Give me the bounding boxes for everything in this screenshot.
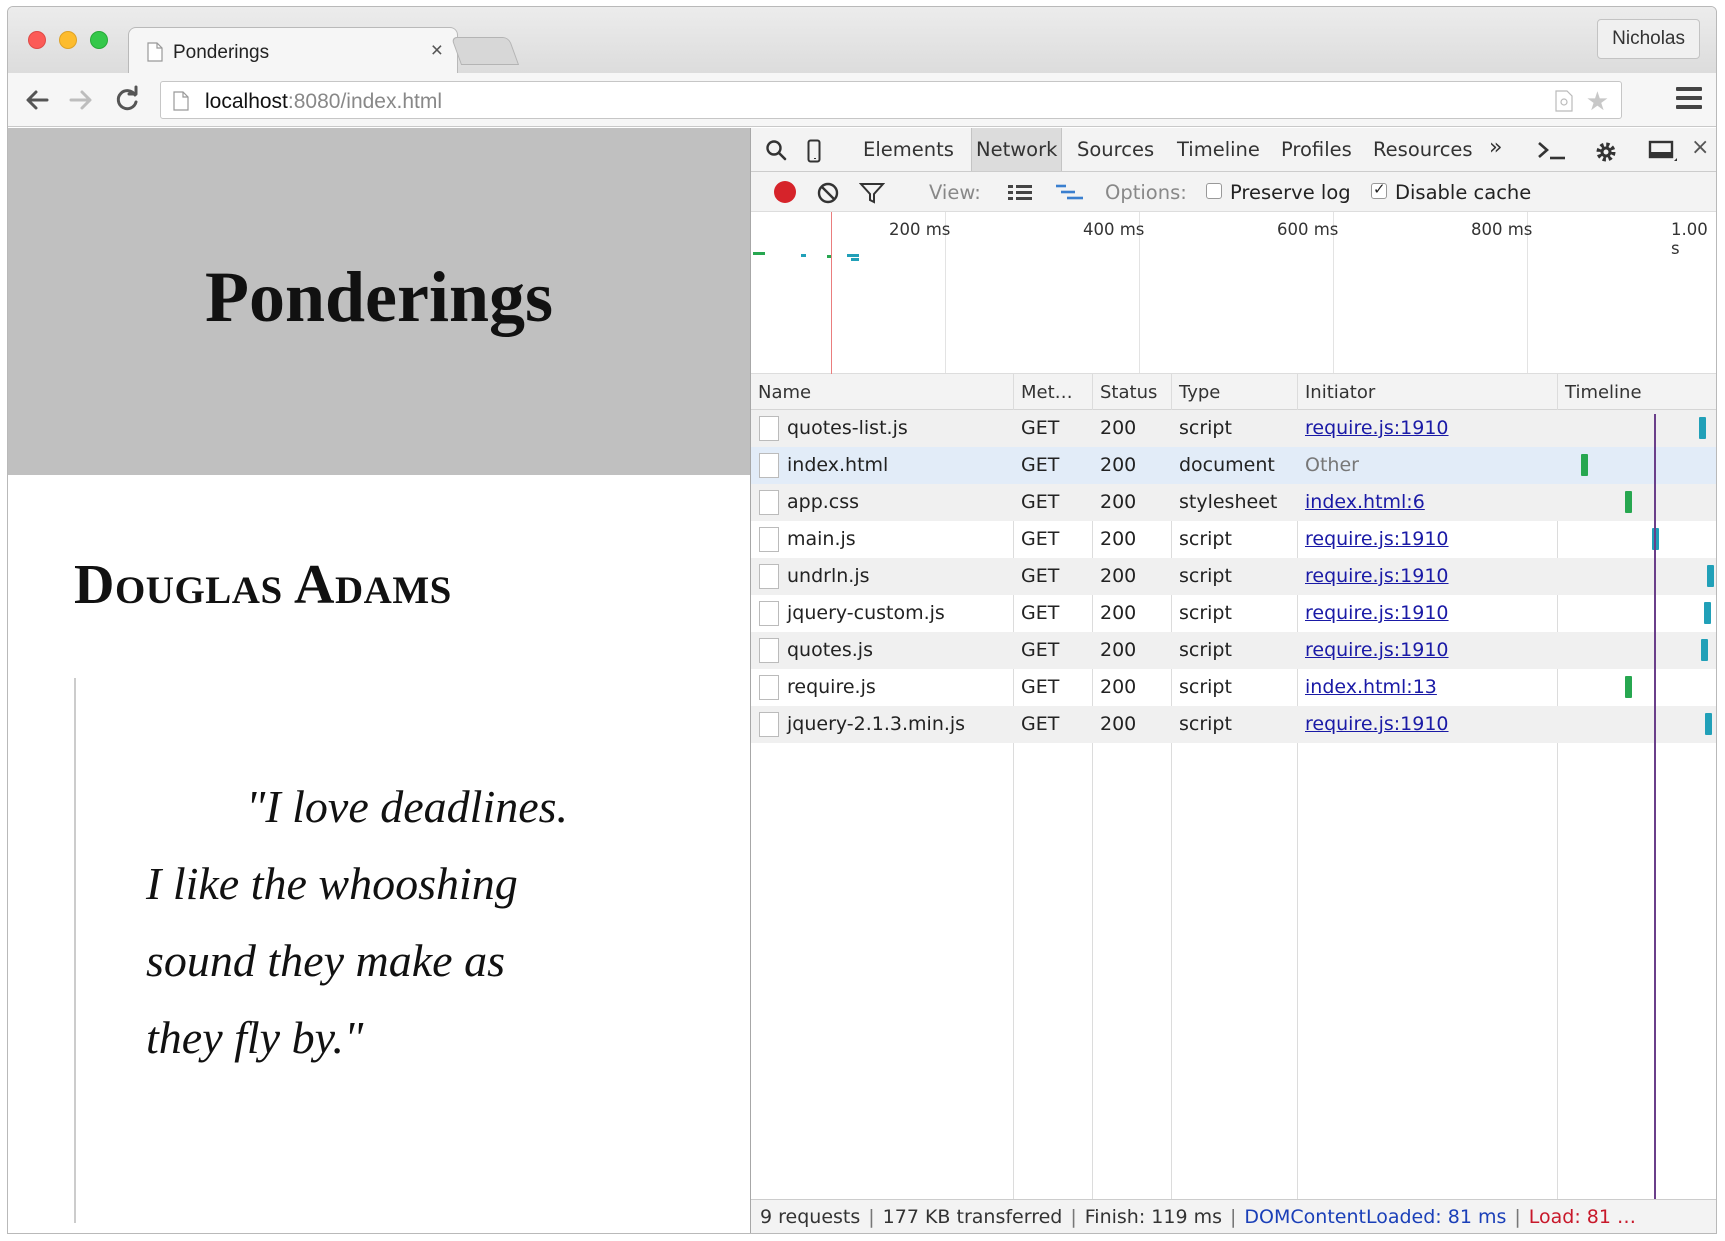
file-icon [759, 416, 779, 441]
file-icon [759, 453, 779, 478]
large-rows-icon[interactable] [1007, 184, 1033, 202]
view-label: View: [929, 181, 981, 204]
request-method: GET [1021, 417, 1060, 439]
table-row[interactable] [751, 558, 1717, 595]
title-bar [8, 7, 1716, 73]
overview-tick: 600 ms [1277, 220, 1339, 239]
file-icon [759, 638, 779, 663]
request-initiator[interactable]: index.html:6 [1305, 491, 1425, 513]
network-controls [751, 172, 1717, 212]
devtools-panel [750, 128, 1717, 1234]
load-event-marker [1654, 414, 1656, 1229]
request-initiator[interactable]: index.html:13 [1305, 676, 1437, 698]
overview-tick: 1.00 s [1671, 220, 1708, 258]
request-type: script [1179, 528, 1232, 550]
request-name: require.js [787, 676, 876, 698]
table-row[interactable] [751, 706, 1717, 743]
column-header-status[interactable]: Status [1100, 382, 1158, 403]
tab-title: Ponderings [173, 42, 270, 63]
request-name: main.js [787, 528, 856, 550]
timeline-bar [1581, 454, 1588, 476]
browser-tab[interactable] [128, 27, 458, 73]
request-initiator[interactable]: require.js:1910 [1305, 602, 1449, 624]
more-tabs-button[interactable]: » [1489, 135, 1503, 160]
request-initiator[interactable]: require.js:1910 [1305, 639, 1449, 661]
column-header-type[interactable]: Type [1179, 382, 1221, 403]
request-name: jquery-custom.js [787, 602, 945, 624]
finish-time: Finish: 119 ms [1084, 1206, 1223, 1228]
back-arrow-icon[interactable] [22, 85, 52, 115]
page-action-icon[interactable] [1555, 90, 1573, 112]
minimize-window-button[interactable] [59, 31, 77, 49]
overview-tick: 800 ms [1471, 220, 1533, 239]
clear-icon[interactable] [816, 181, 840, 205]
zoom-window-button[interactable] [90, 31, 108, 49]
tab-elements[interactable]: Elements [863, 138, 954, 161]
network-overview[interactable] [751, 212, 1717, 374]
overview-bar [851, 258, 859, 261]
request-type: script [1179, 676, 1232, 698]
file-icon [759, 675, 779, 700]
quote-border [74, 678, 76, 1223]
request-initiator: Other [1305, 454, 1359, 476]
request-status: 200 [1100, 602, 1137, 624]
page-header-banner [8, 128, 750, 475]
request-type: script [1179, 713, 1232, 735]
url-text: localhost:8080/index.html [205, 90, 442, 113]
timeline-bar [1699, 417, 1706, 439]
request-name: index.html [787, 454, 889, 476]
tab-profiles[interactable]: Profiles [1281, 138, 1352, 161]
request-initiator[interactable]: require.js:1910 [1305, 713, 1449, 735]
transferred-size: 177 KB transferred [882, 1206, 1063, 1228]
options-label: Options: [1105, 181, 1187, 204]
profile-button[interactable]: Nicholas [1597, 19, 1700, 59]
overview-bar [753, 252, 765, 255]
file-icon [759, 712, 779, 737]
device-mode-icon[interactable] [807, 139, 821, 163]
column-header-method[interactable]: Met… [1021, 382, 1073, 403]
request-name: jquery-2.1.3.min.js [787, 713, 966, 735]
dock-side-icon[interactable] [1648, 139, 1678, 163]
devtools-tab-bar [751, 128, 1717, 172]
column-header-name[interactable]: Name [758, 382, 812, 403]
request-type: script [1179, 565, 1232, 587]
request-status: 200 [1100, 713, 1137, 735]
request-list [751, 410, 1717, 743]
request-status: 200 [1100, 417, 1137, 439]
file-icon [759, 601, 779, 626]
column-header-initiator[interactable]: Initiator [1305, 382, 1376, 403]
timeline-bar [1705, 713, 1712, 735]
request-method: GET [1021, 713, 1060, 735]
request-status: 200 [1100, 565, 1137, 587]
file-icon [759, 490, 779, 515]
request-status: 200 [1100, 676, 1137, 698]
timeline-bar [1625, 491, 1632, 513]
request-method: GET [1021, 676, 1060, 698]
close-devtools-icon[interactable]: × [1691, 135, 1710, 160]
request-type: document [1179, 454, 1275, 476]
disable-cache-label[interactable]: Disable cache [1395, 181, 1532, 204]
dom-content-loaded-time: DOMContentLoaded: 81 ms [1244, 1206, 1507, 1228]
request-method: GET [1021, 491, 1060, 513]
quote-text: "I love deadlines. I like the whooshing sound they make as they fly by." [146, 781, 569, 1063]
request-initiator[interactable]: require.js:1910 [1305, 528, 1449, 550]
request-initiator[interactable]: require.js:1910 [1305, 417, 1449, 439]
forward-arrow-icon[interactable] [66, 85, 96, 115]
timeline-bar [1701, 639, 1708, 661]
new-tab-button[interactable] [451, 37, 519, 65]
record-icon[interactable] [774, 181, 796, 203]
browser-window [7, 6, 1717, 1234]
overview-bar [847, 254, 859, 257]
request-name: quotes-list.js [787, 417, 908, 439]
hamburger-menu-icon[interactable] [1676, 87, 1702, 111]
request-status: 200 [1100, 528, 1137, 550]
browser-toolbar [8, 73, 1716, 127]
table-row[interactable] [751, 447, 1717, 484]
site-title: Ponderings [204, 257, 554, 337]
request-status: 200 [1100, 454, 1137, 476]
reload-icon[interactable] [112, 85, 142, 115]
table-row[interactable] [751, 410, 1717, 447]
request-type: script [1179, 602, 1232, 624]
dom-content-loaded-marker [831, 212, 832, 374]
load-time: Load: 81 … [1528, 1206, 1637, 1228]
network-summary-bar: 9 requests | 177 KB transferred | Finish: 119 ms | DOMContentLoaded: 81 ms | Load: 81 … [751, 1199, 1717, 1234]
page-viewport [8, 128, 750, 1234]
overview-tick: 200 ms [889, 220, 951, 239]
page-icon [147, 42, 163, 62]
request-count: 9 requests [760, 1206, 861, 1228]
preserve-log-checkbox[interactable] [1206, 183, 1222, 199]
table-row[interactable] [751, 521, 1717, 558]
author-heading: Douglas Adams [74, 554, 452, 616]
timeline-bar [1707, 565, 1714, 587]
close-window-button[interactable] [28, 31, 46, 49]
filter-icon[interactable] [859, 182, 885, 204]
overview-bar [801, 254, 806, 257]
file-icon [759, 527, 779, 552]
request-method: GET [1021, 565, 1060, 587]
overview-waterfall-icon[interactable] [1055, 184, 1085, 204]
tab-sources[interactable]: Sources [1077, 138, 1155, 161]
gear-icon[interactable] [1593, 139, 1619, 165]
preserve-log-label[interactable]: Preserve log [1230, 181, 1351, 204]
timeline-bar [1625, 676, 1632, 698]
request-name: undrln.js [787, 565, 870, 587]
table-row[interactable] [751, 632, 1717, 669]
request-type: script [1179, 639, 1232, 661]
table-row[interactable] [751, 484, 1717, 521]
overview-tick: 400 ms [1083, 220, 1145, 239]
search-icon[interactable] [765, 139, 787, 161]
request-status: 200 [1100, 639, 1137, 661]
file-icon [759, 564, 779, 589]
column-header-timeline[interactable]: Timeline [1565, 382, 1642, 403]
bookmark-star-icon[interactable]: ★ [1585, 86, 1609, 116]
request-table-header [751, 374, 1717, 410]
console-drawer-icon[interactable] [1537, 139, 1567, 161]
request-status: 200 [1100, 491, 1137, 513]
request-method: GET [1021, 602, 1060, 624]
request-type: script [1179, 417, 1232, 439]
table-row[interactable] [751, 669, 1717, 706]
tab-close-icon[interactable]: × [430, 39, 443, 62]
tab-network[interactable]: Network [971, 128, 1062, 171]
request-method: GET [1021, 528, 1060, 550]
timeline-bar [1704, 602, 1711, 624]
request-method: GET [1021, 639, 1060, 661]
page-icon [173, 91, 189, 111]
address-bar[interactable] [160, 81, 1622, 119]
request-name: app.css [787, 491, 860, 513]
tab-resources[interactable]: Resources [1373, 138, 1473, 161]
request-initiator[interactable]: require.js:1910 [1305, 565, 1449, 587]
request-type: stylesheet [1179, 491, 1278, 513]
request-method: GET [1021, 454, 1060, 476]
table-row[interactable] [751, 595, 1717, 632]
tab-timeline[interactable]: Timeline [1177, 138, 1260, 161]
request-name: quotes.js [787, 639, 873, 661]
disable-cache-checkbox[interactable] [1371, 183, 1387, 199]
